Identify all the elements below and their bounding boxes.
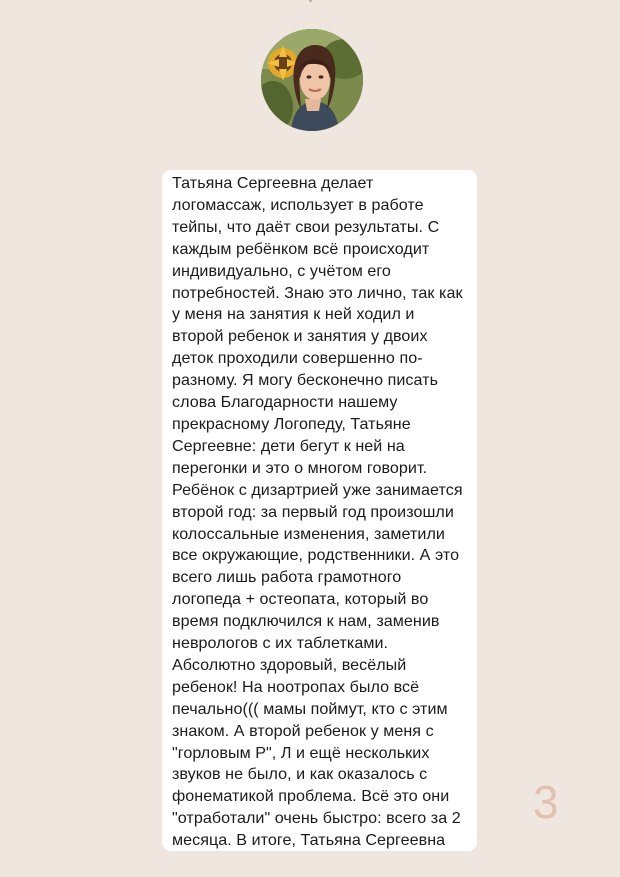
page-number: 3 [533, 776, 559, 828]
reviewer-avatar [261, 29, 363, 131]
top-scroll-indicator [309, 0, 312, 2]
review-message-bubble [162, 170, 477, 851]
sunflower-portrait-icon [261, 29, 363, 131]
review-text: Татьяна Сергеевна делает логомассаж, использует в работе тейпы, что даёт свои результаты. С каждым ребёнком всё происходит индивидуально, с учётом его потребностей. Знаю это лично, так как у меня на занятия к ней ходил и второй ребенок и занятия у двоих деток проходили совершенно по- разному. Я могу бесконечно писать слова Благодарности нашему прекрасному Логопеду, Татьяне Сергеевне: дети бегут к ней на перегонки и это о многом говорит. Ребёнок с дизартрией уже занимается второй год: за первый год произошли колоссальные изменения, заметили все окружающие, родственники. А это всего лишь работа грамотного логопеда + остеопата, который во время подключился к нам, заменив неврологов с их таблетками. Абсолютно здоровый, весёлый ребенок! На ноотропах было всё печально((( мамы поймут, кто с этим знаком. А второй ребенок у меня с "горловым Р", Л и ещё нескольких звуков не было, и как оказалось с фонематикой проблема. Всё это они "отработали" очень быстро: всего за 2 месяца. В итоге, Татьяна Сергеевна [172, 174, 463, 850]
